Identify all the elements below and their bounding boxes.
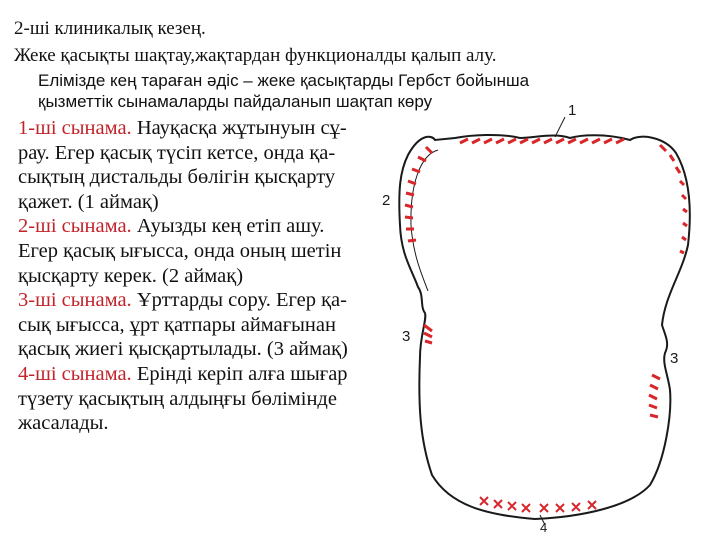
text-line <box>18 165 418 190</box>
zone-3-label-right: 3 <box>670 350 679 367</box>
text-line <box>18 141 418 166</box>
tray-outline <box>399 135 690 519</box>
intro-note-line: Елімізде кең тараған әдіс – жеке қасықтарды Гербст бойынша <box>38 71 530 90</box>
line-text: түзету қасықтың алдыңғы бөлімінде <box>18 387 337 410</box>
line-text: Ерінді керіп алға шығар <box>131 362 348 385</box>
line-text: Егер қасық ығысса, онда оның шетін <box>18 239 342 262</box>
line-text: сық ығысса, ұрт қатпары аймағынан <box>18 313 336 336</box>
line-text: Ауызды кең етіп ашу. <box>131 215 325 238</box>
intro-note-line: қызметтік сынамаларды пайдаланып шақтап көру <box>38 92 433 111</box>
line-text: Науқасқа жұтынуын сұ- <box>131 117 347 139</box>
text-line <box>18 264 418 289</box>
slide-title: 2-ші клиникалық кезең. <box>14 18 206 39</box>
sample-label: 3-ші сынама. <box>18 289 132 312</box>
zone-3-label-left: 3 <box>402 328 411 345</box>
line-text: рау. Егер қасық түсіп кетсе, онда қа- <box>18 141 336 164</box>
text-line <box>18 387 418 412</box>
sample-label: 4-ші сынама. <box>18 362 132 385</box>
text-line <box>18 337 418 362</box>
line-text: қысқарту керек. (2 аймақ) <box>18 264 244 287</box>
line-text: Ұрттарды сору. Егер қа- <box>131 289 347 312</box>
line-text: сықтың дистальды бөлігін қысқарту <box>18 166 336 189</box>
slide-subtitle: Жеке қасықты шақтау,жақтардан функционалды қалып алу. <box>14 45 497 66</box>
text-line <box>18 190 418 215</box>
sample-label: 1-ші сынама. <box>18 117 132 139</box>
zone-1-label: 1 <box>568 102 577 119</box>
zone-2-label: 2 <box>382 192 391 209</box>
zone-4-label: 4 <box>540 520 548 535</box>
text-line <box>18 288 418 313</box>
line-text: қасық жиегі қысқартылады. (3 аймақ) <box>18 338 348 361</box>
text-line <box>18 313 418 338</box>
text-line <box>18 214 418 239</box>
zone-1-pointer <box>555 117 565 137</box>
text-line <box>18 362 418 387</box>
sample-label: 2-ші сынама. <box>18 215 132 238</box>
line-text: жасалады. <box>18 412 109 435</box>
line-text: қажет. (1 аймақ) <box>18 190 159 213</box>
samples-text <box>18 116 418 436</box>
text-line <box>18 411 418 436</box>
text-line <box>18 239 418 264</box>
tray-border-diagram <box>380 95 715 535</box>
text-line <box>18 116 418 141</box>
